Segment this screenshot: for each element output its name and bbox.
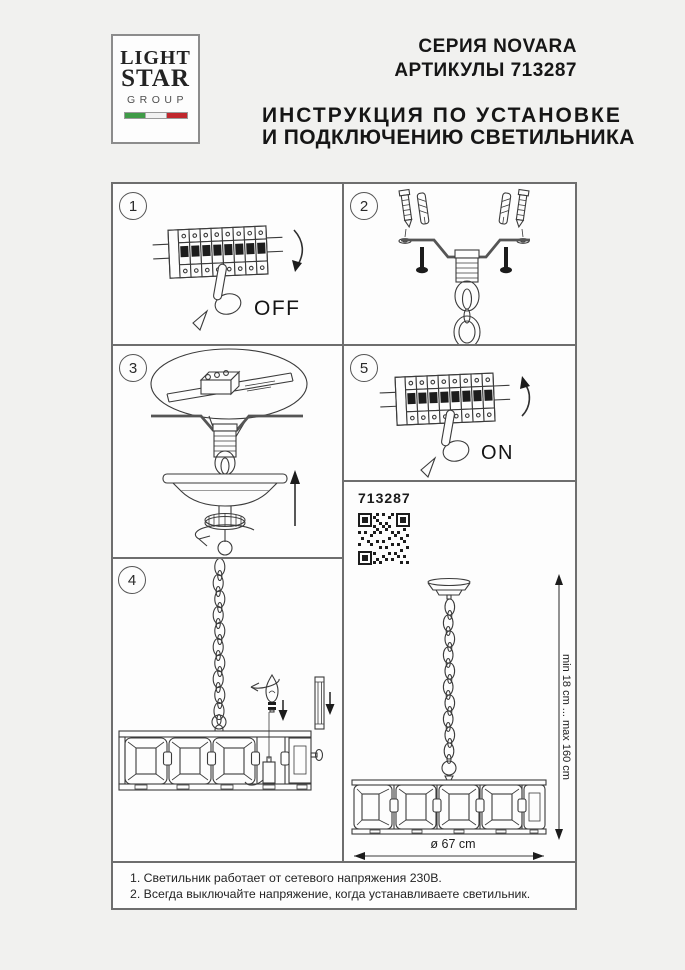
- circuit-breaker-on-drawing: [344, 346, 575, 480]
- italian-flag-icon: [124, 112, 188, 119]
- diameter-dimension: ø 67 cm: [430, 837, 476, 851]
- candle-bulb-icon: [266, 675, 278, 712]
- logo-word-group: GROUP: [126, 94, 188, 106]
- rotate-down-arrow-icon: [294, 230, 302, 266]
- flag-red-stripe: [167, 113, 187, 118]
- step-3-number: 3: [119, 354, 147, 382]
- instruction-title-line2: И ПОДКЛЮЧЕНИЮ СВЕТИЛЬНИКА: [262, 126, 635, 149]
- instruction-title: [262, 105, 635, 149]
- step-5-number: 5: [350, 354, 378, 382]
- lamp-socket: [263, 762, 275, 783]
- chandelier-drum: [352, 776, 546, 834]
- down-arrow-icon: [279, 700, 288, 721]
- suspension-chain: [212, 559, 226, 735]
- steps-grid: [111, 182, 577, 863]
- circuit-breaker-off-drawing: [113, 184, 342, 344]
- on-label: ON: [481, 442, 514, 464]
- step-1-cell: [113, 184, 342, 344]
- logo-word-star: STAR: [121, 65, 190, 92]
- lightstar-logo: [111, 34, 200, 144]
- note-line-2: 2. Всегда выключайте напряжение, когда устанавливаете светильник.: [130, 887, 531, 901]
- mounting-bracket-drawing: [344, 184, 575, 344]
- step-4-cell: [113, 559, 342, 861]
- qr-code-icon: [358, 513, 410, 565]
- chain-link: [454, 316, 480, 344]
- step-4-number: 4: [118, 566, 146, 594]
- safety-notes: [111, 861, 577, 910]
- suspension-chain: [442, 599, 456, 775]
- step-1-number: 1: [119, 192, 147, 220]
- instruction-title-line1: ИНСТРУКЦИЯ ПО УСТАНОВКЕ: [262, 104, 622, 127]
- hanging-loop: [455, 281, 479, 311]
- off-label: OFF: [254, 297, 301, 320]
- logo-word-light: LIGHT: [120, 47, 191, 69]
- diameter-dimension-line: [354, 852, 544, 860]
- height-range-dimension: min 18 cm ... max 160 cm: [560, 654, 572, 780]
- ceiling-canopy: [428, 579, 470, 600]
- step-5-cell: [344, 346, 575, 480]
- chandelier-assembly-drawing: [113, 559, 342, 861]
- article-title: АРТИКУЛЫ 713287: [394, 60, 577, 81]
- step-2-cell: [344, 184, 575, 344]
- flag-green-stripe: [125, 113, 145, 118]
- step-2-number: 2: [350, 192, 378, 220]
- chandelier-frame: [119, 731, 323, 790]
- article-code: 713287: [358, 490, 411, 506]
- flag-white-stripe: [145, 113, 167, 118]
- series-title: СЕРИЯ NOVARA: [418, 36, 577, 57]
- down-arrow-icon: [326, 692, 335, 715]
- product-overview-cell: [344, 482, 575, 861]
- note-line-1: 1. Светильник работает от сетевого напряжения 230В.: [130, 871, 442, 885]
- step-3-cell: [113, 346, 342, 557]
- breaker-panel: [379, 372, 511, 426]
- canopy: [163, 474, 287, 555]
- crystal-strip: [315, 677, 324, 729]
- canopy-wiring-drawing: [113, 346, 342, 557]
